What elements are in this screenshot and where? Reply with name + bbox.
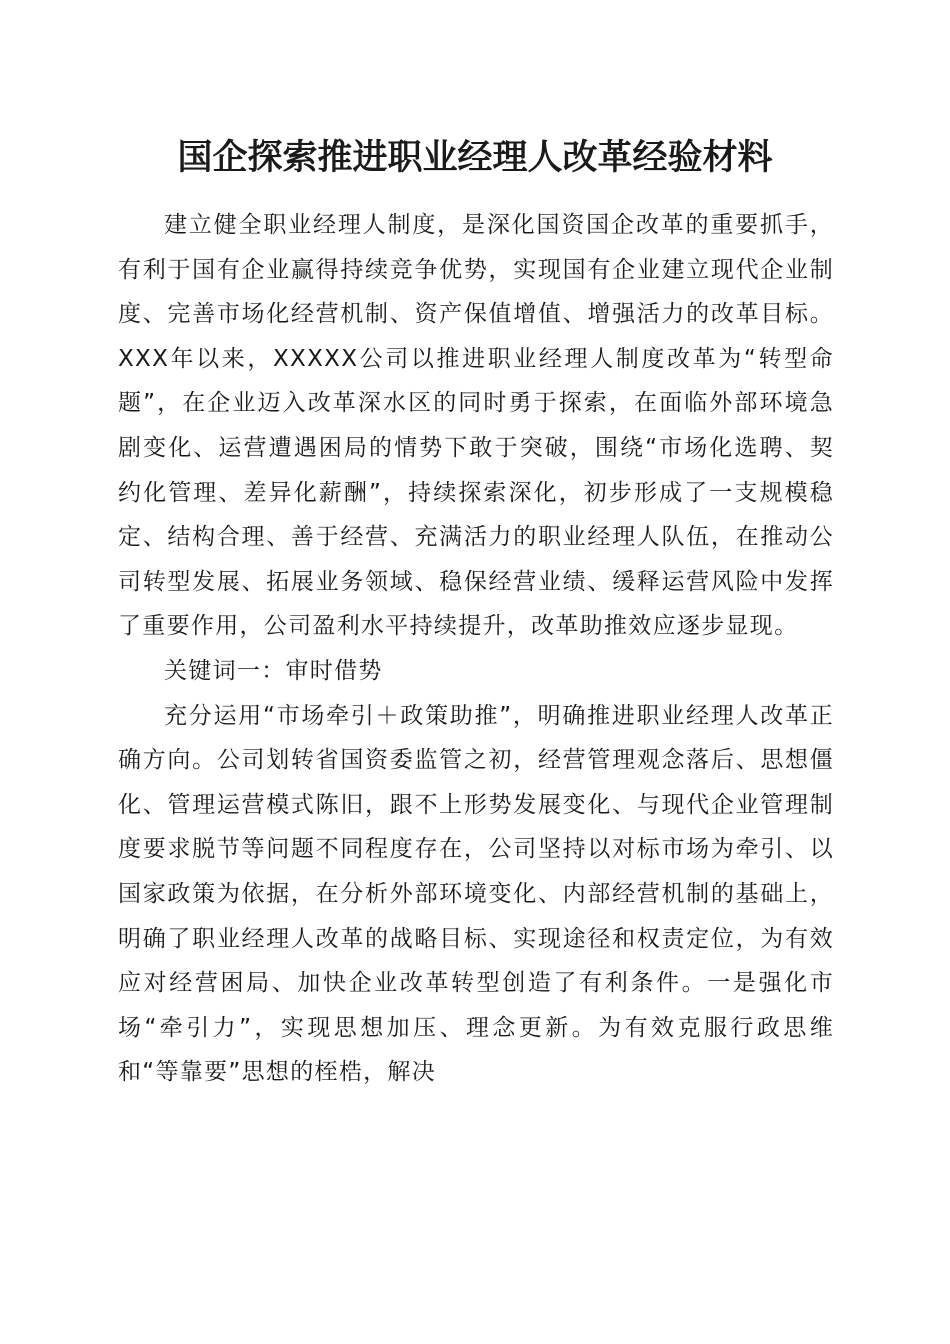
section-heading: 关键词一：审时借势 <box>164 657 383 684</box>
intro-paragraph: 建立健全职业经理人制度，是深化国资国企改革的重要抓手，有利于国有企业赢得持续竞争优势，实现国有企业建立现代企业制度、完善市场化经营机制、资产保值增值、增强活力的改革目标。XXX年以来，XXXXX公司以推进职业经理人制度改革为“转型命题”，在企业迈入改革深水区的同时勇于探索，在面临外部环境急剧变化、运营遭遇困局的情势下敢于突破，围绕“市场化选聘、契约化管理、差异化薪酬”，持续探索深化，初步形成了一支规模稳定、结构合理、善于经营、充满活力的职业经理人队伍，在推动公司转型发展、拓展业务领域、稳保经营业绩、缓释运营风险中发挥了重要作用，公司盈利水平持续提升，改革助推效应逐步显现。 <box>118 212 834 640</box>
section-paragraph: 充分运用“市场牵引＋政策助推”，明确推进职业经理人改革正确方向。公司划转省国资委监管之初，经营管理观念落后、思想僵化、管理运营模式陈旧，跟不上形势发展变化、与现代企业管理制度要求脱节等问题不同程度存在，公司坚持以对标市场为牵引、以国家政策为依据，在分析外部环境变化、内部经营机制的基础上，明确了职业经理人改革的战略目标、实现途径和权责定位，为有效应对经营困局、加快企业改革转型创造了有利条件。一是强化市场“牵引力”，实现思想加压、理念更新。为有效克服行政思维和“等靠要”思想的桎梏，解决 <box>118 702 834 1086</box>
document-title: 国企探索推进职业经理人改革经验材料 <box>177 137 773 178</box>
document-body <box>118 203 834 1095</box>
